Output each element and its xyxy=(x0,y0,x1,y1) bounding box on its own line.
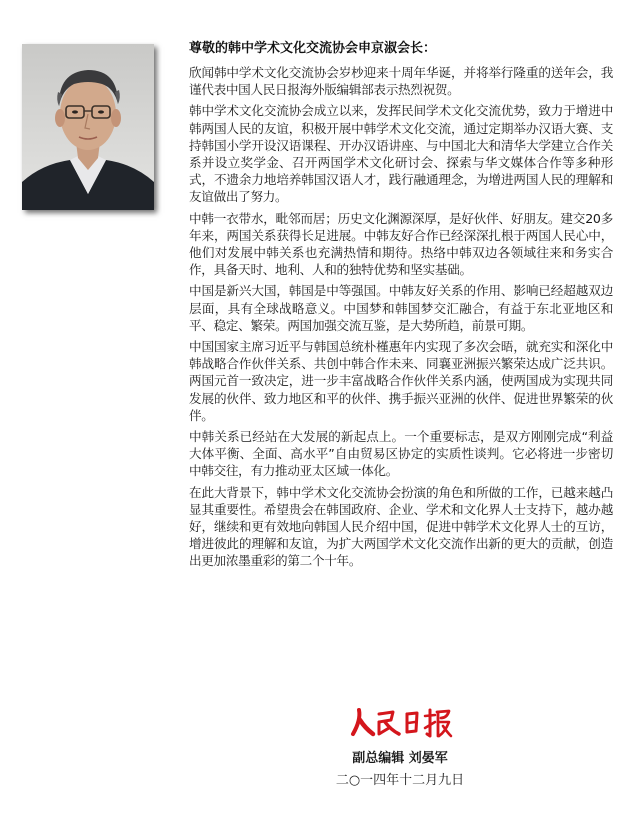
paragraph-1: 欣闻韩中学术文化交流协会岁杪迎来十周年华诞，并将举行隆重的送年会，我谨代表中国人民日报海外版编辑部表示热烈祝贺。 xyxy=(189,65,613,98)
letter-salutation: 尊敬的韩中学术文化交流协会申京淑会长： xyxy=(189,41,437,56)
letter-body xyxy=(189,64,613,574)
signature-title: 副总编辑 刘晏军 xyxy=(352,751,448,766)
letter-date: 二○一四年十二月九日 xyxy=(335,773,465,788)
paragraph-3: 中韩一衣带水，毗邻而居；历史文化渊源深厚，是好伙伴、好朋友。建交20多年来，两国关系获得长足进展。中韩友好合作已经深深扎根于两国人民心中，他们对发展中韩关系也充满热情和期待。热络中韩双边各领域往来和务实合作，具备天时、地利、人和的独特优势和坚实基础。 xyxy=(189,210,613,278)
paragraph-6: 中韩关系已经站在大发展的新起点上。一个重要标志，是双方刚刚完成“利益大体平衡、全面、高水平”自由贸易区协定的实质性谈判。它必将进一步密切中韩交往，有力推动亚太区域一体化。 xyxy=(189,429,613,479)
paragraph-7: 在此大背景下，韩中学术文化交流协会扮演的角色和所做的工作，已越来越凸显其重要性。希望贵会在韩国政府、企业、学术和文化界人士支持下，越办越好，继续和更有效地向韩国人民介绍中国，促进中韩学术文化界人士的互访，增进彼此的理解和友谊，为扩大两国学术文化交流作出新的更大的贡献，创造出更加浓墨重彩的第二个十年。 xyxy=(189,484,613,569)
paragraph-4: 中国是新兴大国，韩国是中等强国。中韩友好关系的作用、影响已经超越双边层面，具有全球战略意义。中国梦和韩国梦交汇融合，有益于东北亚地区和平、稳定、繁荣。两国加强交流互鉴，是大势所趋，前景可期。 xyxy=(189,283,613,333)
paragraph-5: 中国国家主席习近平与韩国总统朴槿惠年内实现了多次会晤，就充实和深化中韩战略合作伙伴关系、共创中韩合作未来、同襄亚洲振兴繁荣达成广泛共识。两国元首一致决定，进一步丰富战略合作伙伴关系内涵，使两国成为实现共同发展的伙伴、致力地区和平的伙伴、携手振兴亚洲的伙伴、促进世界繁荣的伙伴。 xyxy=(189,339,613,423)
calligraphy-logo-icon xyxy=(345,704,455,744)
peoples-daily-masthead-logo xyxy=(345,704,455,744)
portrait-photo xyxy=(22,44,154,210)
paragraph-2: 韩中学术文化交流协会成立以来，发挥民间学术文化交流优势，致力于增进中韩两国人民的友谊，积极开展中韩学术文化交流，通过定期举办汉语大赛、支持韩国小学开设汉语课程、开办汉语讲座、与中国北大和清华大学建立合作关系并设立奖学金、召开两国学术文化研讨会、探索与华文媒体合作等多种形式，不遗余力地培养韩国汉语人才，践行融通理念，为增进两国人民的理解和友谊做出了努力。 xyxy=(189,103,613,205)
portrait-image xyxy=(22,44,154,210)
